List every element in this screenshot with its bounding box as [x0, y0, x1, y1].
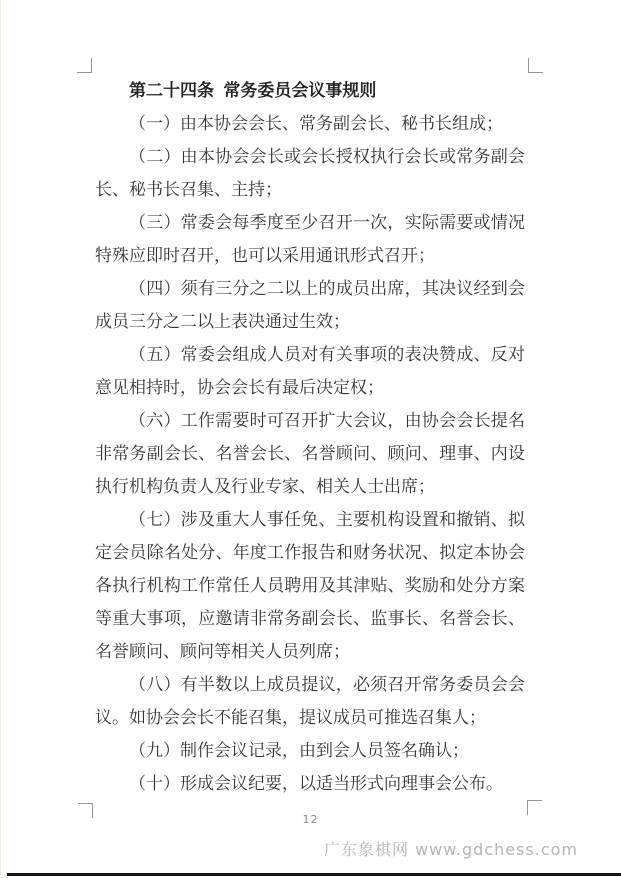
page-number: 12 [302, 813, 319, 826]
clause-9: （九）制作会议记录，由到会人员签名确认； [129, 741, 469, 761]
clause-2: （二）由本协会会长或会长授权执行会长或常务副会长、秘书长召集、主持； [95, 147, 525, 200]
article-body [95, 75, 525, 801]
clause-10: （十）形成会议纪要，以适当形式向理事会公布。 [129, 774, 503, 794]
article-heading [95, 75, 525, 108]
clause-5: （五）常委会组成人员对有关事项的表决赞成、反对意见相持时，协会会长有最后决定权； [95, 345, 525, 398]
clause-8: （八）有半数以上成员提议，必须召开常务委员会会议。如协会会长不能召集，提议成员可推选召集人； [95, 675, 525, 728]
site-watermark: 广东象棋网 www.gdchess.com [324, 840, 578, 859]
article-number: 第二十四条 [129, 81, 214, 101]
article-title: 常务委员会议事规则 [223, 81, 377, 101]
crop-mark-top-right-icon [528, 58, 543, 73]
crop-mark-top-left-icon [77, 58, 92, 73]
clause-4: （四）须有三分之二以上的成员出席，其决议经到会成员三分之二以上表决通过生效； [95, 279, 525, 332]
clause-3: （三）常委会每季度至少召开一次，实际需要或情况特殊应即时召开，也可以采用通讯形式召开； [95, 213, 525, 266]
clause-7: （七）涉及重大人事任免、主要机构设置和撤销、拟定会员除名处分、年度工作报告和财务状况、拟定本协会各执行机构工作常任人员聘用及其津贴、奖励和处分方案等重大事项，应邀请非常务副会长、监事长、名誉会长、名誉顾问、顾问等相关人员列席； [95, 510, 525, 662]
clause-1: （一）由本协会会长、常务副会长、秘书长组成； [129, 114, 503, 134]
clause-6: （六）工作需要时可召开扩大会议，由协会会长提名非常务副会长、名誉会长、名誉顾问、顾问、理事、内设执行机构负责人及行业专家、相关人士出席； [95, 411, 525, 497]
bottom-rule-divider [7, 873, 621, 876]
